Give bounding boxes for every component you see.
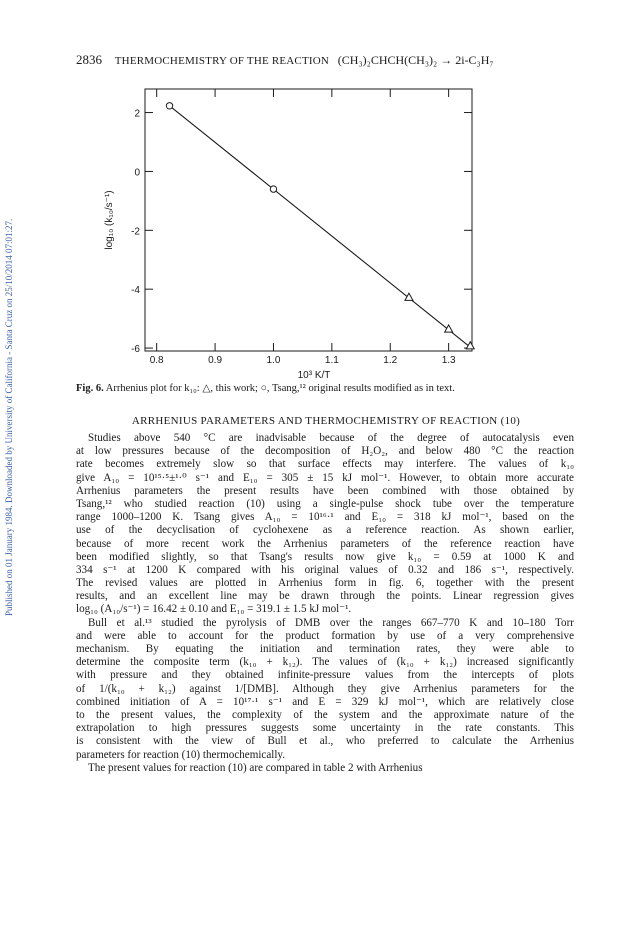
data-point-circle bbox=[166, 103, 172, 109]
running-head bbox=[76, 52, 596, 72]
body-line: range 1000–1200 K. Tsang gives A₁₀ = 10¹⁶·¹ and E₁₀ = 318 kJ mol⁻¹, based on the bbox=[76, 511, 574, 524]
x-tick-label: 1.2 bbox=[383, 355, 398, 366]
running-head-title: THERMOCHEMISTRY OF THE REACTION bbox=[114, 55, 330, 67]
body-line: at low pressures because of the decomposition of H₂O₂, and below 480 °C the reaction bbox=[76, 445, 574, 458]
body-line: Arrhenius parameters the present results have been combined with those obtained by bbox=[76, 484, 574, 497]
body-line: to the present values, the complexity of the system and the approximate nature of the bbox=[76, 708, 574, 721]
arrhenius-chart bbox=[100, 80, 520, 380]
page-number: 2836 bbox=[76, 52, 102, 67]
body-line: because of more recent work the Arrhenius parameters of the reference reaction have bbox=[76, 537, 574, 550]
body-line: The present values for reaction (10) are compared in table 2 with Arrhenius bbox=[88, 761, 423, 774]
y-tick-label: -6 bbox=[131, 344, 140, 356]
body-line: give A₁₀ = 10¹⁵·⁵±¹·⁰ s⁻¹ and E₁₀ = 305 ± 15 kJ mol⁻¹. However, to obtain more accurate bbox=[76, 471, 574, 484]
marks-layer bbox=[166, 103, 474, 349]
y-tick-label: -2 bbox=[131, 226, 140, 238]
body-line: Bull et al.¹³ studied the pyrolysis of DMB over the ranges 667–770 K and 10–180 Torr bbox=[88, 616, 574, 629]
body-line: extrapolation to high pressures suggests some uncertainty in the rate constants. This bbox=[76, 722, 574, 735]
body-line: The revised values are plotted in Arrhenius form in fig. 6, together with the present bbox=[76, 577, 574, 590]
x-tick-label: 1.3 bbox=[441, 355, 456, 366]
x-tick-label: 0.9 bbox=[208, 355, 223, 366]
body-line: of 1/(k₁₀ + k₁₂) against 1/[DMB]. Although they give Arrhenius parameters for the bbox=[76, 682, 574, 695]
section-heading: ARRHENIUS PARAMETERS AND THERMOCHEMISTRY OF REACTION (10) bbox=[131, 415, 521, 427]
y-tick-label: 0 bbox=[134, 167, 140, 179]
body-line: is consistent with the view of Bull et al., who preferred to calculate the Arrhenius bbox=[76, 735, 574, 748]
caption-label: Fig. 6. bbox=[76, 383, 104, 394]
axes-layer bbox=[131, 89, 472, 366]
y-tick-label: 2 bbox=[134, 108, 140, 120]
body-line: combined initiation of A = 10¹⁷·¹ s⁻¹ and E = 329 kJ mol⁻¹, which are relatively close bbox=[76, 695, 574, 708]
data-point-circle bbox=[270, 186, 276, 192]
arrhenius-figure bbox=[100, 80, 520, 380]
body-line: and were able to account for the product formation by use of a very comprehensive bbox=[76, 629, 574, 642]
sidebar-note-text: Published on 01 January 1984. Downloaded by University of California - Santa Cruz on 25/10/2014 07:01:27. bbox=[4, 218, 14, 616]
x-tick-label: 1.1 bbox=[324, 355, 339, 366]
data-point-triangle bbox=[405, 293, 413, 300]
y-tick-label: -4 bbox=[131, 285, 140, 297]
body-line: determine the composite term (k₁₀ + k₁₂). The values of (k₁₀ + k₁₂) increased significantly bbox=[76, 656, 574, 669]
body-line: use of the decyclisation of cyclohexene as a reference reaction. As shown earlier, bbox=[76, 524, 574, 537]
x-tick-label: 0.8 bbox=[149, 355, 164, 366]
x-tick-label: 1.0 bbox=[266, 355, 281, 366]
download-sidebar-note bbox=[2, 96, 16, 616]
regression-line bbox=[170, 106, 471, 347]
body-text bbox=[76, 432, 574, 775]
body-line: log₁₀ (A₁₀/s⁻¹) = 16.42 ± 0.10 and E₁₀ = 319.1 ± 1.5 kJ mol⁻¹. bbox=[76, 603, 352, 616]
running-head-reaction: (CH₃)₂CHCH(CH₃)₂ → 2i-C₃H₇ bbox=[337, 53, 494, 67]
data-point-triangle bbox=[445, 325, 453, 332]
plot-frame bbox=[145, 89, 472, 351]
x-axis-label: 10³ K/T bbox=[297, 370, 331, 380]
body-line: parameters for reaction (10) thermochemically. bbox=[76, 748, 286, 761]
body-line: results, and an excellent line may be drawn through the points. Linear regression gives bbox=[76, 590, 574, 603]
caption-text: Arrhenius plot for k₁₀: △, this work; ○, Tsang,¹² original results modified as in text. bbox=[105, 383, 455, 394]
body-line: with pressure and they obtained infinite-pressure values from the intercepts of plots bbox=[76, 669, 574, 682]
body-line: 334 s⁻¹ at 1200 K compared with his original values of 0.32 and 186 s⁻¹, respectively. bbox=[76, 563, 574, 576]
body-line: been modified slightly, so that Tsang's results now give k₁₀ = 0.59 at 1000 K and bbox=[76, 550, 574, 563]
body-line: rate becomes extremely slow so that surface effects may interfere. The values of k₁₀ bbox=[76, 458, 574, 471]
y-axis-label: log₁₀ (k₁₀/s⁻¹) bbox=[104, 190, 115, 250]
body-line: Studies above 540 °C are inadvisable because of the degree of autocatalysis even bbox=[88, 432, 574, 444]
figure-caption bbox=[76, 382, 576, 394]
body-line: mechanism. By equating the initiation and termination rates, they were able to bbox=[76, 643, 574, 655]
body-line: Tsang,¹² who studied reaction (10) using a single-pulse shock tube over the temperature bbox=[76, 497, 574, 510]
